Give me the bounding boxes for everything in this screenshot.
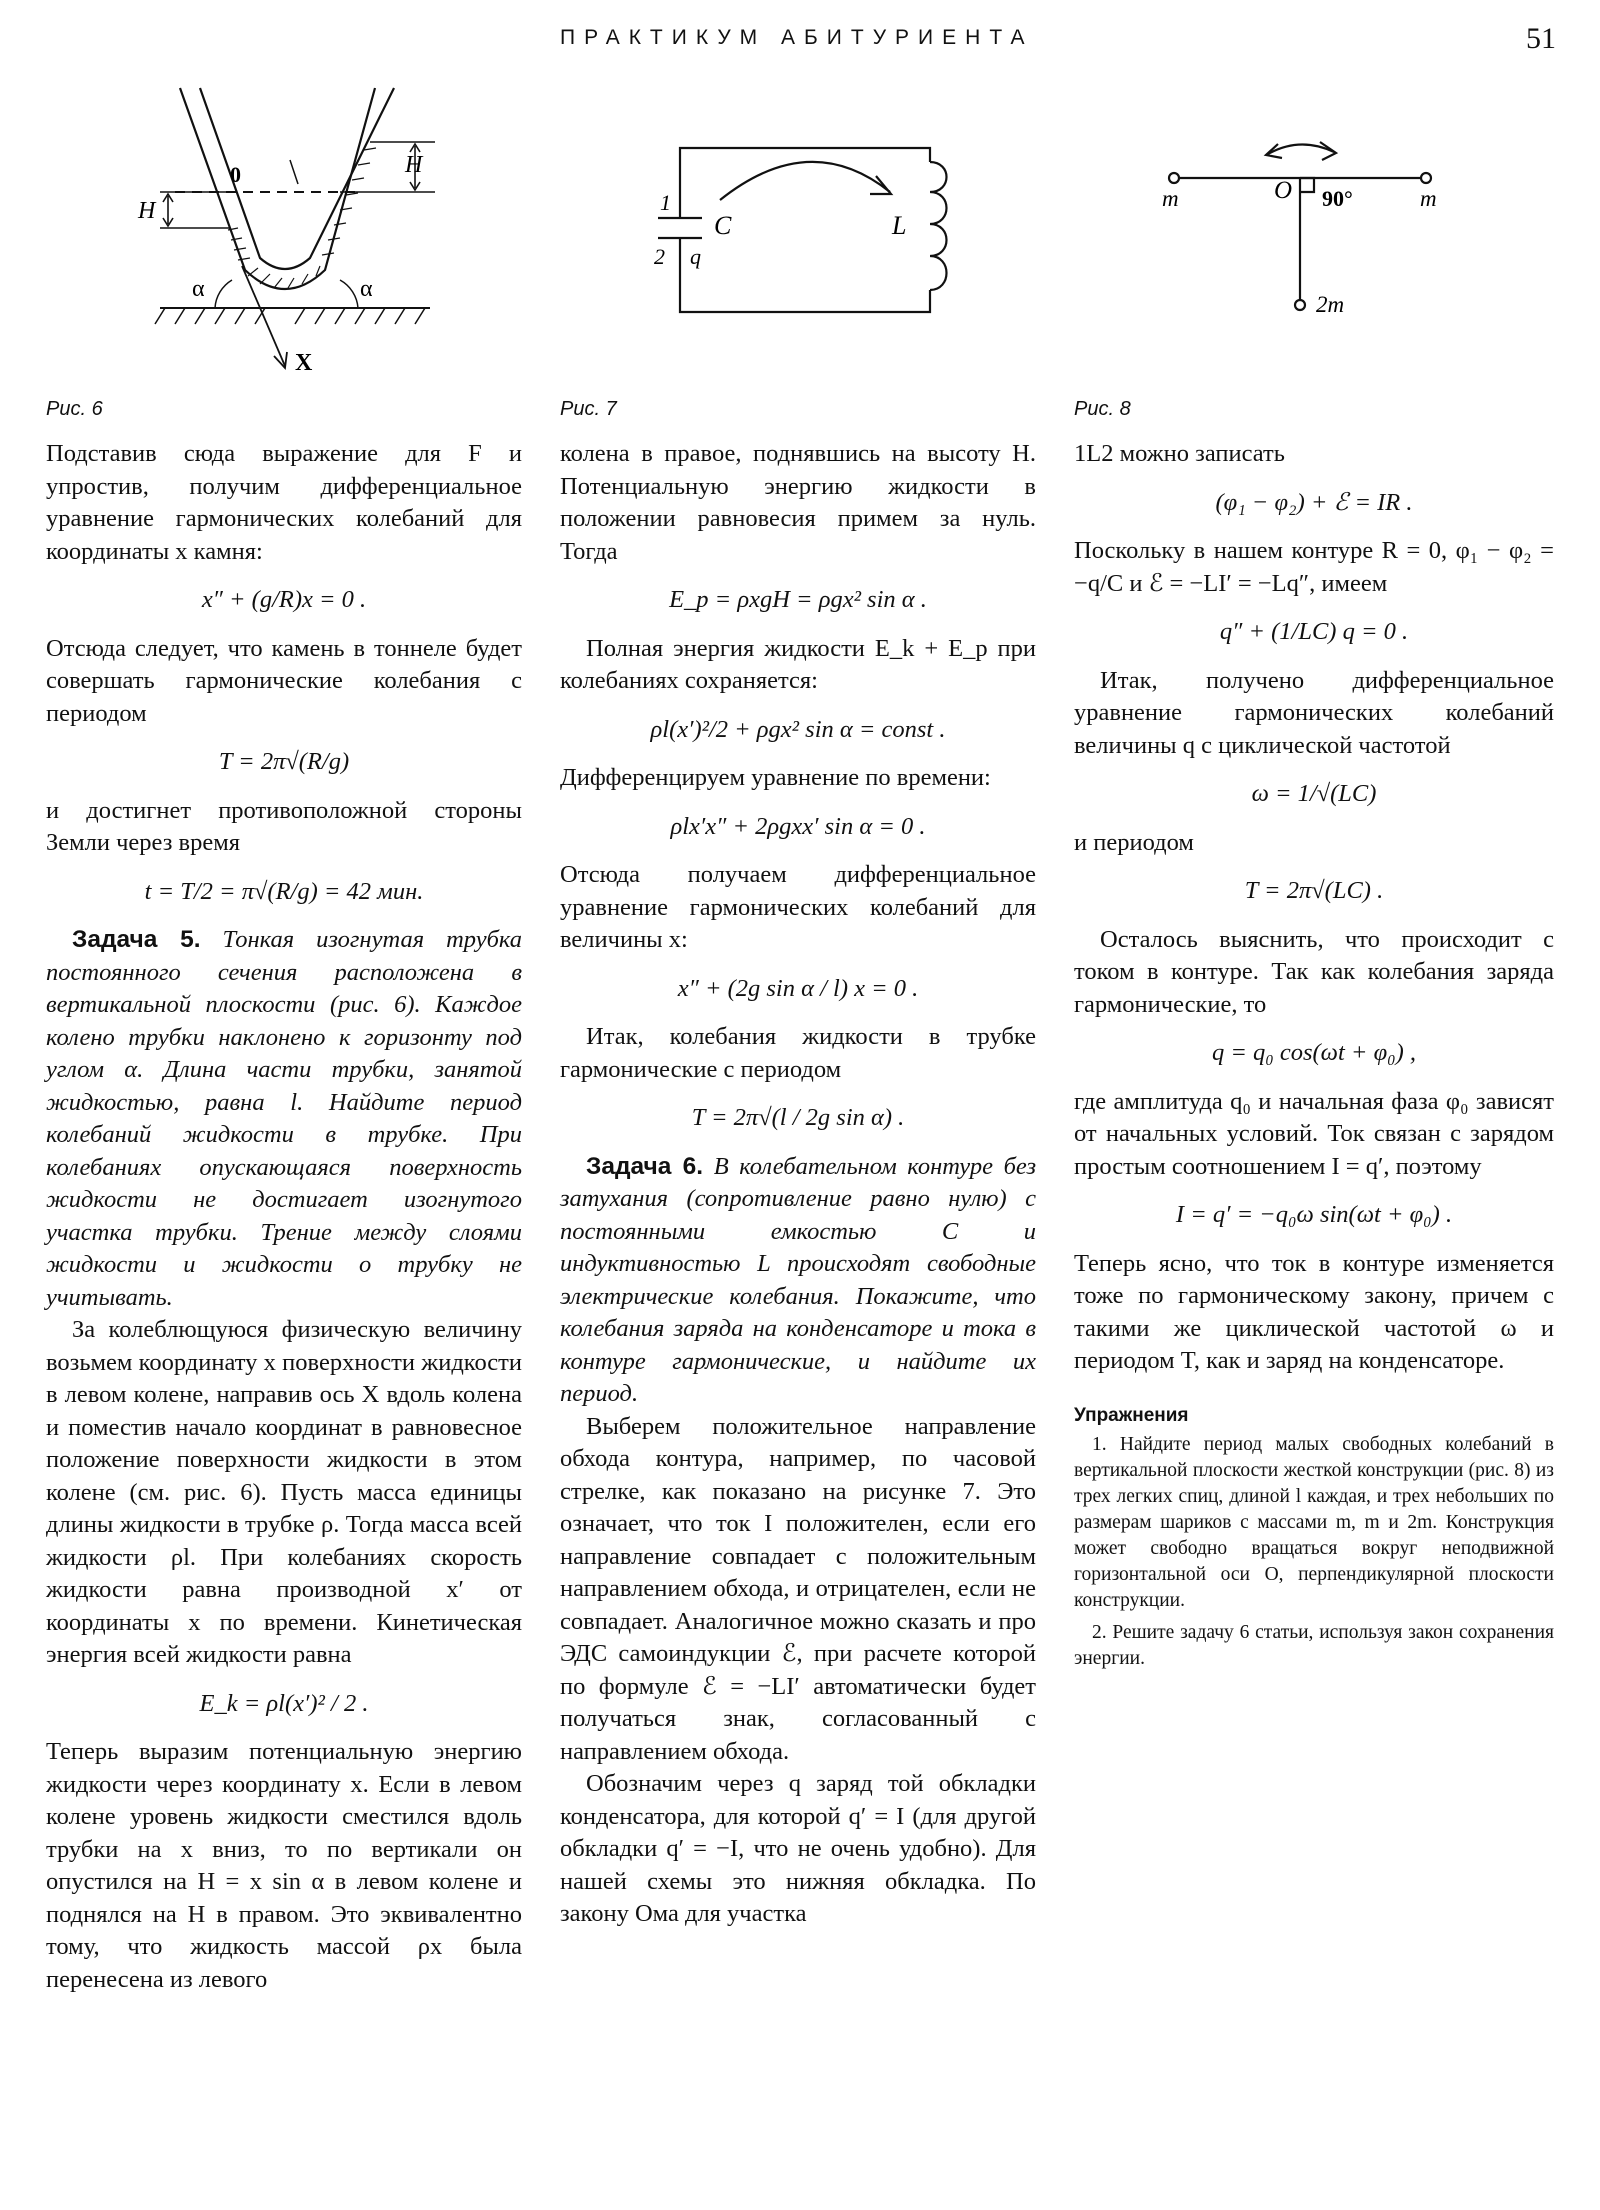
equation: ω = 1/√(LC) [1251,780,1377,807]
paragraph: Теперь ясно, что ток в контуре изменяется тоже по гармоническому закону, причем с такими же циклической частотой ω и периодом T, как и заряд на конденсаторе. [1074,1249,1554,1374]
fig8-label-m-right: m [1420,186,1437,211]
paragraph: Выберем положительное направление обхода контура, например, по часовой стрелке, как показано на рисунке 7. Это означает, что ток I положителен, если его направление совпадает с положительным направлением обхода, и отрицателен, если не совпадает. Аналогичное можно сказать и про ЭДС самоиндукции ℰ, при расчете которой по формуле ℰ = −LI′ автоматически будет получаться знак, согласованный с направлением обхода. [560,1412,1036,1765]
fig6-label-alpha-right: α [360,276,373,302]
fig8-label-angle: 90° [1322,186,1353,211]
paragraph: Полная энергия жидкости E_k + E_p при колебаниях сохраняется: [560,634,1036,694]
fig6-label-h-right: H [405,152,423,178]
paragraph: колена в правое, поднявшись на высоту H. Потенциальную энергию жидкости в положении равновесия примем за нуль. Тогда [560,440,1036,565]
figure-8-rigid-construction [1150,130,1480,330]
equation: T = 2π√(LC) . [1244,877,1384,904]
equation: E_p = ρxgH = ρgx² sin α . [669,586,927,613]
fig8-label-o: O [1274,177,1293,204]
equation: T = 2π√(l / 2g sin α) . [691,1104,905,1131]
paragraph: Отсюда получаем дифференциальное уравнение гармонических колебаний для величины x: [560,861,1036,953]
column-3 [1074,438,1554,1672]
paragraph: Дифференцируем уравнение по времени: [560,764,991,791]
column-1 [46,438,522,1996]
page-header [0,22,1600,62]
exercise-item: 1. Найдите период малых свободных колебаний в вертикальной плоскости жесткой конструкции (рис. 8) из трех легких спиц, длиной l каждая, и трех небольших по размерам шариков с массами m, m и 2m. Конструкция может свободно вращаться вокруг неподвижной горизонтальной оси O, перпендикулярной плоскости конструкции. [1074,1434,1554,1611]
fig6-label-zero: 0 [230,162,241,187]
paragraph: и достигнет противоположной стороны Земли через время [46,796,522,856]
paragraph: Итак, получено дифференциальное уравнение гармонических колебаний величины q с циклической частотой [1074,666,1554,759]
equation: x″ + (g/R)x = 0 . [201,586,367,613]
exercises-heading: Упражнения [1074,1404,1189,1426]
fig7-label-c: C [714,211,732,240]
page-number: 51 [1526,22,1556,55]
paragraph: где амплитуда q₀ и начальная фаза φ₀ зависят от начальных условий. Ток связан с зарядом простым соотношением I = q′, поэтому [1074,1087,1554,1180]
paragraph: Итак, колебания жидкости в трубке гармонические с периодом [560,1023,1036,1083]
paragraph: За колеблющуюся физическую величину возьмем координату x поверхности жидкости в левом колене, направив ось X вдоль колена и поместив начало координат в равновесное положение поверхности жидкости в этом колене (см. рис. 6). Пусть масса единицы длины жидкости в трубке ρ. Тогда масса всей жидкости ρl. При колебаниях скорость жидкости равна производной x′ от координаты x по времени. Кинетическая энергия всей жидкости равна [46,1316,522,1668]
fig8-label-m-left: m [1162,186,1179,211]
equation: q = q₀ cos(ωt + φ₀) , [1211,1039,1417,1066]
task-6-statement: В колебательном контуре без затухания (сопротивление равно нулю) с постоянными емкостью C и индуктивностью L происходят свободные электрические колебания. Покажите, что колебания заряда на конденсаторе и тока в контуре гармонические, и найдите их период. [560,1152,1036,1407]
figure-6-bent-tube [130,80,470,380]
fig7-label-q: q [690,244,701,269]
paragraph: Поскольку в нашем контуре R = 0, φ₁ − φ₂ = −q/C и ℰ = −LI′ = −Lq″, имеем [1074,537,1554,597]
paragraph: 1L2 можно записать [1074,440,1285,467]
fig6-label-x-axis: X [295,350,313,376]
figure-6-caption: Рис. 6 [46,398,103,420]
task-5-statement: Тонкая изогнутая трубка постоянного сечения расположена в вертикальной плоскости (рис. 6). Каждое колено трубки наклонено к горизонту под углом α. Длина части трубки, занятой жидкостью, равна l. Найдите период колебаний жидкости в трубке. При колебаниях опускающаяся поверхность жидкости не достигает изогнутого участка трубки. Трение между слоями жидкости и жидкости о трубку не учитывать. [46,926,522,1311]
task-6-label: Задача 6. [586,1152,704,1180]
task-6 [560,1151,1036,1411]
exercises-list [1074,1432,1554,1672]
paragraph: Осталось выяснить, что происходит с током в контуре. Так как колебания заряда гармонические, то [1074,925,1554,1018]
paragraph: и периодом [1074,828,1194,856]
running-title: ПРАКТИКУМ АБИТУРИЕНТА [560,26,1034,49]
figure-7-lc-circuit [640,130,970,330]
fig7-label-l: L [892,211,907,240]
equation: x″ + (2g sin α / l) x = 0 . [677,974,919,1002]
figure-8-caption: Рис. 8 [1074,398,1131,420]
fig7-label-two: 2 [654,244,665,269]
paragraph: Обозначим через q заряд той обкладки конденсатора, для которой q′ = I (для другой обкладки q′ = −I, что не очень удобно). Для нашей схемы это нижняя обкладка. По закону Ома для участка [560,1770,1036,1927]
equation: (φ₁ − φ₂) + ℰ = IR . [1215,488,1413,516]
equation: E_k = ρl(x′)² / 2 . [199,1689,369,1717]
column-2 [560,438,1036,1931]
paragraph: Отсюда следует, что камень в тоннеле будет совершать гармонические колебания с периодом [46,634,522,727]
exercise-item: 2. Решите задачу 6 статьи, используя закон сохранения энергии. [1074,1622,1554,1669]
figure-7-caption: Рис. 7 [560,398,617,420]
equation: ρl(x′)²/2 + ρgx² sin α = const . [650,715,946,743]
paragraph: Подставив сюда выражение для F и упростив, получим дифференциальное уравнение гармонических колебаний для координаты x камня: [46,440,522,565]
equation: q″ + (1/LC) q = 0 . [1219,618,1409,645]
fig7-label-one: 1 [660,190,671,215]
equation: ρlx′x″ + 2ρgxx′ sin α = 0 . [670,812,926,840]
equation: I = q′ = −q₀ω sin(ωt + φ₀) . [1175,1201,1453,1228]
paragraph: Теперь выразим потенциальную энергию жидкости через координату x. Если в левом колене уровень жидкости сместился вдоль трубки на x вниз, то по вертикали он опустился на H = x sin α в левом колене и поднялся на H в правом. Это эквивалентно тому, что жидкость массой ρx была перенесена из левого [46,1738,522,1993]
task-5-label: Задача 5. [72,926,201,953]
task-5 [46,924,522,1314]
fig8-label-m-bottom: 2m [1316,292,1345,317]
fig6-label-alpha-left: α [192,276,205,302]
fig6-label-h-left: H [138,198,156,224]
equation: t = T/2 = π√(R/g) = 42 мин. [144,877,424,905]
equation: T = 2π√(R/g) [218,748,350,775]
